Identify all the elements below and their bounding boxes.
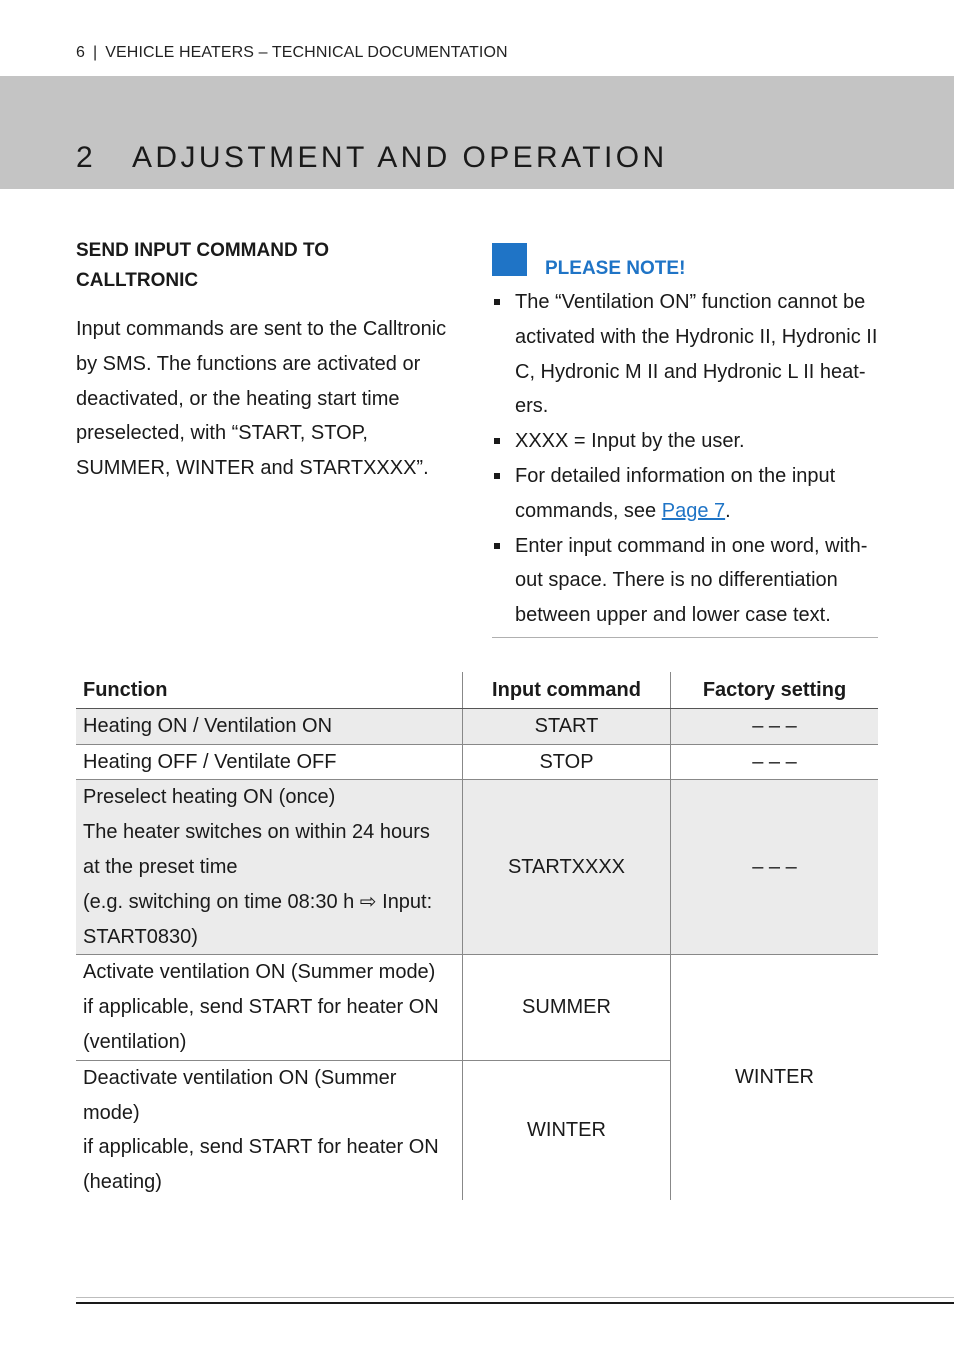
note-item: The “Ventilation ON” function cannot be activated with the Hydronic II, Hydronic II C, Hydronic M II and Hydronic L II heat-ers. [492, 285, 878, 424]
header-separator: | [93, 44, 98, 61]
command-cell: START [463, 708, 671, 744]
factory-cell: – – – [671, 780, 879, 955]
chapter-title: ADJUSTMENT AND OPERATION [132, 141, 668, 174]
section-body: Input commands are sent to the Calltronic by SMS. The functions are activated or deactivated, or the heating start time preselected, with “START, STOP, SUMMER, WINTER and STARTXXXX”. [76, 318, 447, 480]
function-cell: Preselect heating ON (once) The heater switches on within 24 hours at the preset time (e.g. switching on time 08:30 h ⇨ Input: START0830) [76, 780, 463, 955]
command-table [76, 672, 878, 1200]
footer-rule-thick [76, 1302, 954, 1304]
command-cell: STARTXXXX [463, 780, 671, 955]
factory-cell: – – – [671, 708, 879, 744]
function-cell: Heating ON / Ventilation ON [76, 708, 463, 744]
table-row [76, 780, 878, 955]
running-header [76, 44, 508, 62]
table-header-row [76, 672, 878, 708]
column-header-command: Input command [463, 672, 671, 708]
function-cell: Heating OFF / Ventilate OFF [76, 744, 463, 780]
command-cell: SUMMER [463, 955, 671, 1060]
note-item: Enter input command in one word, with-out space. There is no differentiation between upper and lower case text. [492, 529, 878, 633]
page-link[interactable]: Page 7 [661, 499, 726, 522]
command-cell: STOP [463, 744, 671, 780]
function-cell: Deactivate ventilation ON (Summer mode) if applicable, send START for heater ON (heating) [83, 1066, 439, 1194]
bullet-icon [494, 299, 500, 305]
note-item: XXXX = Input by the user. [492, 424, 878, 459]
footer-rule-thin [76, 1297, 954, 1298]
note-divider [492, 637, 878, 638]
factory-cell: – – – [671, 744, 879, 780]
bullet-icon [494, 473, 500, 479]
bullet-icon [494, 438, 500, 444]
table-row [76, 708, 878, 744]
note-list [492, 285, 878, 633]
chapter-heading [76, 138, 668, 178]
page-number: 6 [76, 44, 85, 61]
chapter-number: 2 [76, 141, 97, 174]
column-header-function: Function [76, 672, 463, 708]
note-square-icon [492, 243, 527, 276]
column-header-factory: Factory setting [671, 672, 879, 708]
factory-cell: WINTER [671, 955, 879, 1200]
note-item: For detailed information on the input commands, see Page 7. [492, 459, 878, 529]
running-title: VEHICLE HEATERS – TECHNICAL DOCUMENTATION [105, 44, 508, 61]
section-column [76, 236, 456, 486]
bullet-icon [494, 543, 500, 549]
note-title: PLEASE NOTE! [545, 258, 686, 279]
table-row [76, 955, 878, 1060]
command-cell: WINTER [463, 1060, 671, 1200]
function-cell: Activate ventilation ON (Summer mode) if applicable, send START for heater ON (ventilation) [76, 955, 463, 1060]
table-row [76, 744, 878, 780]
section-heading: SEND INPUT COMMAND TO CALLTRONIC [76, 240, 329, 291]
